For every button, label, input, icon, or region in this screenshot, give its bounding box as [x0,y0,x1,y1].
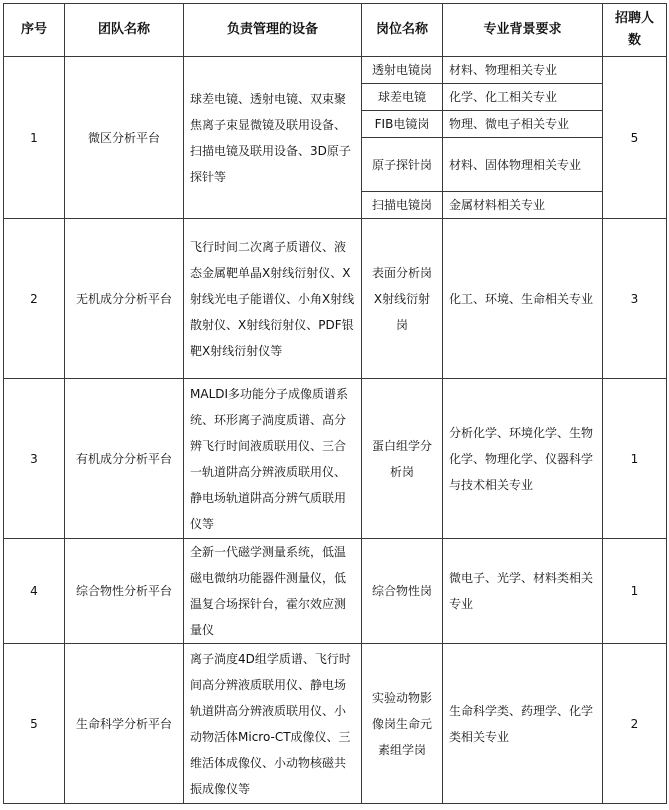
row-requirement: 物理、微电子相关专业 [443,111,603,138]
row-equipment: MALDI多功能分子成像质谱系统、环形离子淌度质谱、高分辨飞行时间液质联用仪、三合一轨道阱高分辨液质联用仪、静电场轨道阱高分辨气质联用仪等 [184,379,362,539]
table-row [4,539,667,644]
row-no: 4 [4,539,65,644]
row-position: 表面分析岗X射线衍射岗 [362,219,443,379]
row-equipment: 全新一代磁学测量系统，低温磁电微纳功能器件测量仪，低温复合场探针台，霍尔效应测量仪 [184,539,362,644]
row-team: 生命科学分析平台 [65,644,184,804]
row-no: 3 [4,379,65,539]
row-requirement: 材料、固体物理相关专业 [443,138,603,192]
row-team: 有机成分分析平台 [65,379,184,539]
row-position: 扫描电镜岗 [362,192,443,219]
recruitment-table [3,3,667,804]
table-row [4,379,667,539]
row-team: 无机成分分析平台 [65,219,184,379]
table-row [4,219,667,379]
row-equipment: 飞行时间二次离子质谱仪、液态金属靶单晶X射线衍射仪、X射线光电子能谱仪、小角X射线散射仪、X射线衍射仪、PDF银靶X射线衍射仪等 [184,219,362,379]
header-no: 序号 [4,4,65,57]
row-requirement: 微电子、光学、材料类相关专业 [443,539,603,644]
row-equipment: 球差电镜、透射电镜、双束聚焦离子束显微镜及联用设备、扫描电镜及联用设备、3D原子探针等 [184,57,362,219]
header-position: 岗位名称 [362,4,443,57]
row-requirement: 材料、物理相关专业 [443,57,603,84]
row-team: 微区分析平台 [65,57,184,219]
row-position: 球差电镜 [362,84,443,111]
row-position: 蛋白组学分析岗 [362,379,443,539]
row-requirement: 生命科学类、药理学、化学类相关专业 [443,644,603,804]
header-count: 招聘人数 [603,4,667,57]
header-requirement: 专业背景要求 [443,4,603,57]
row-no: 5 [4,644,65,804]
row-team: 综合物性分析平台 [65,539,184,644]
row-equipment: 离子淌度4D组学质谱、飞行时间高分辨液质联用仪、静电场轨道阱高分辨液质联用仪、小动物活体Micro-CT成像仪、三维活体成像仪、小动物核磁共振成像仪等 [184,644,362,804]
table-row [4,644,667,804]
row-requirement: 化工、环境、生命相关专业 [443,219,603,379]
row-count: 2 [603,644,667,804]
row-requirement: 金属材料相关专业 [443,192,603,219]
row-count: 1 [603,379,667,539]
row-position: 原子探针岗 [362,138,443,192]
row-position: FIB电镜岗 [362,111,443,138]
table-row [4,57,667,84]
row-position: 综合物性岗 [362,539,443,644]
row-no: 2 [4,219,65,379]
row-count: 3 [603,219,667,379]
header-team: 团队名称 [65,4,184,57]
header-row [4,4,667,57]
row-position: 实验动物影像岗生命元素组学岗 [362,644,443,804]
row-count: 5 [603,57,667,219]
row-requirement: 化学、化工相关专业 [443,84,603,111]
row-no: 1 [4,57,65,219]
row-requirement: 分析化学、环境化学、生物化学、物理化学、仪器科学与技术相关专业 [443,379,603,539]
header-equipment: 负责管理的设备 [184,4,362,57]
row-position: 透射电镜岗 [362,57,443,84]
row-count: 1 [603,539,667,644]
